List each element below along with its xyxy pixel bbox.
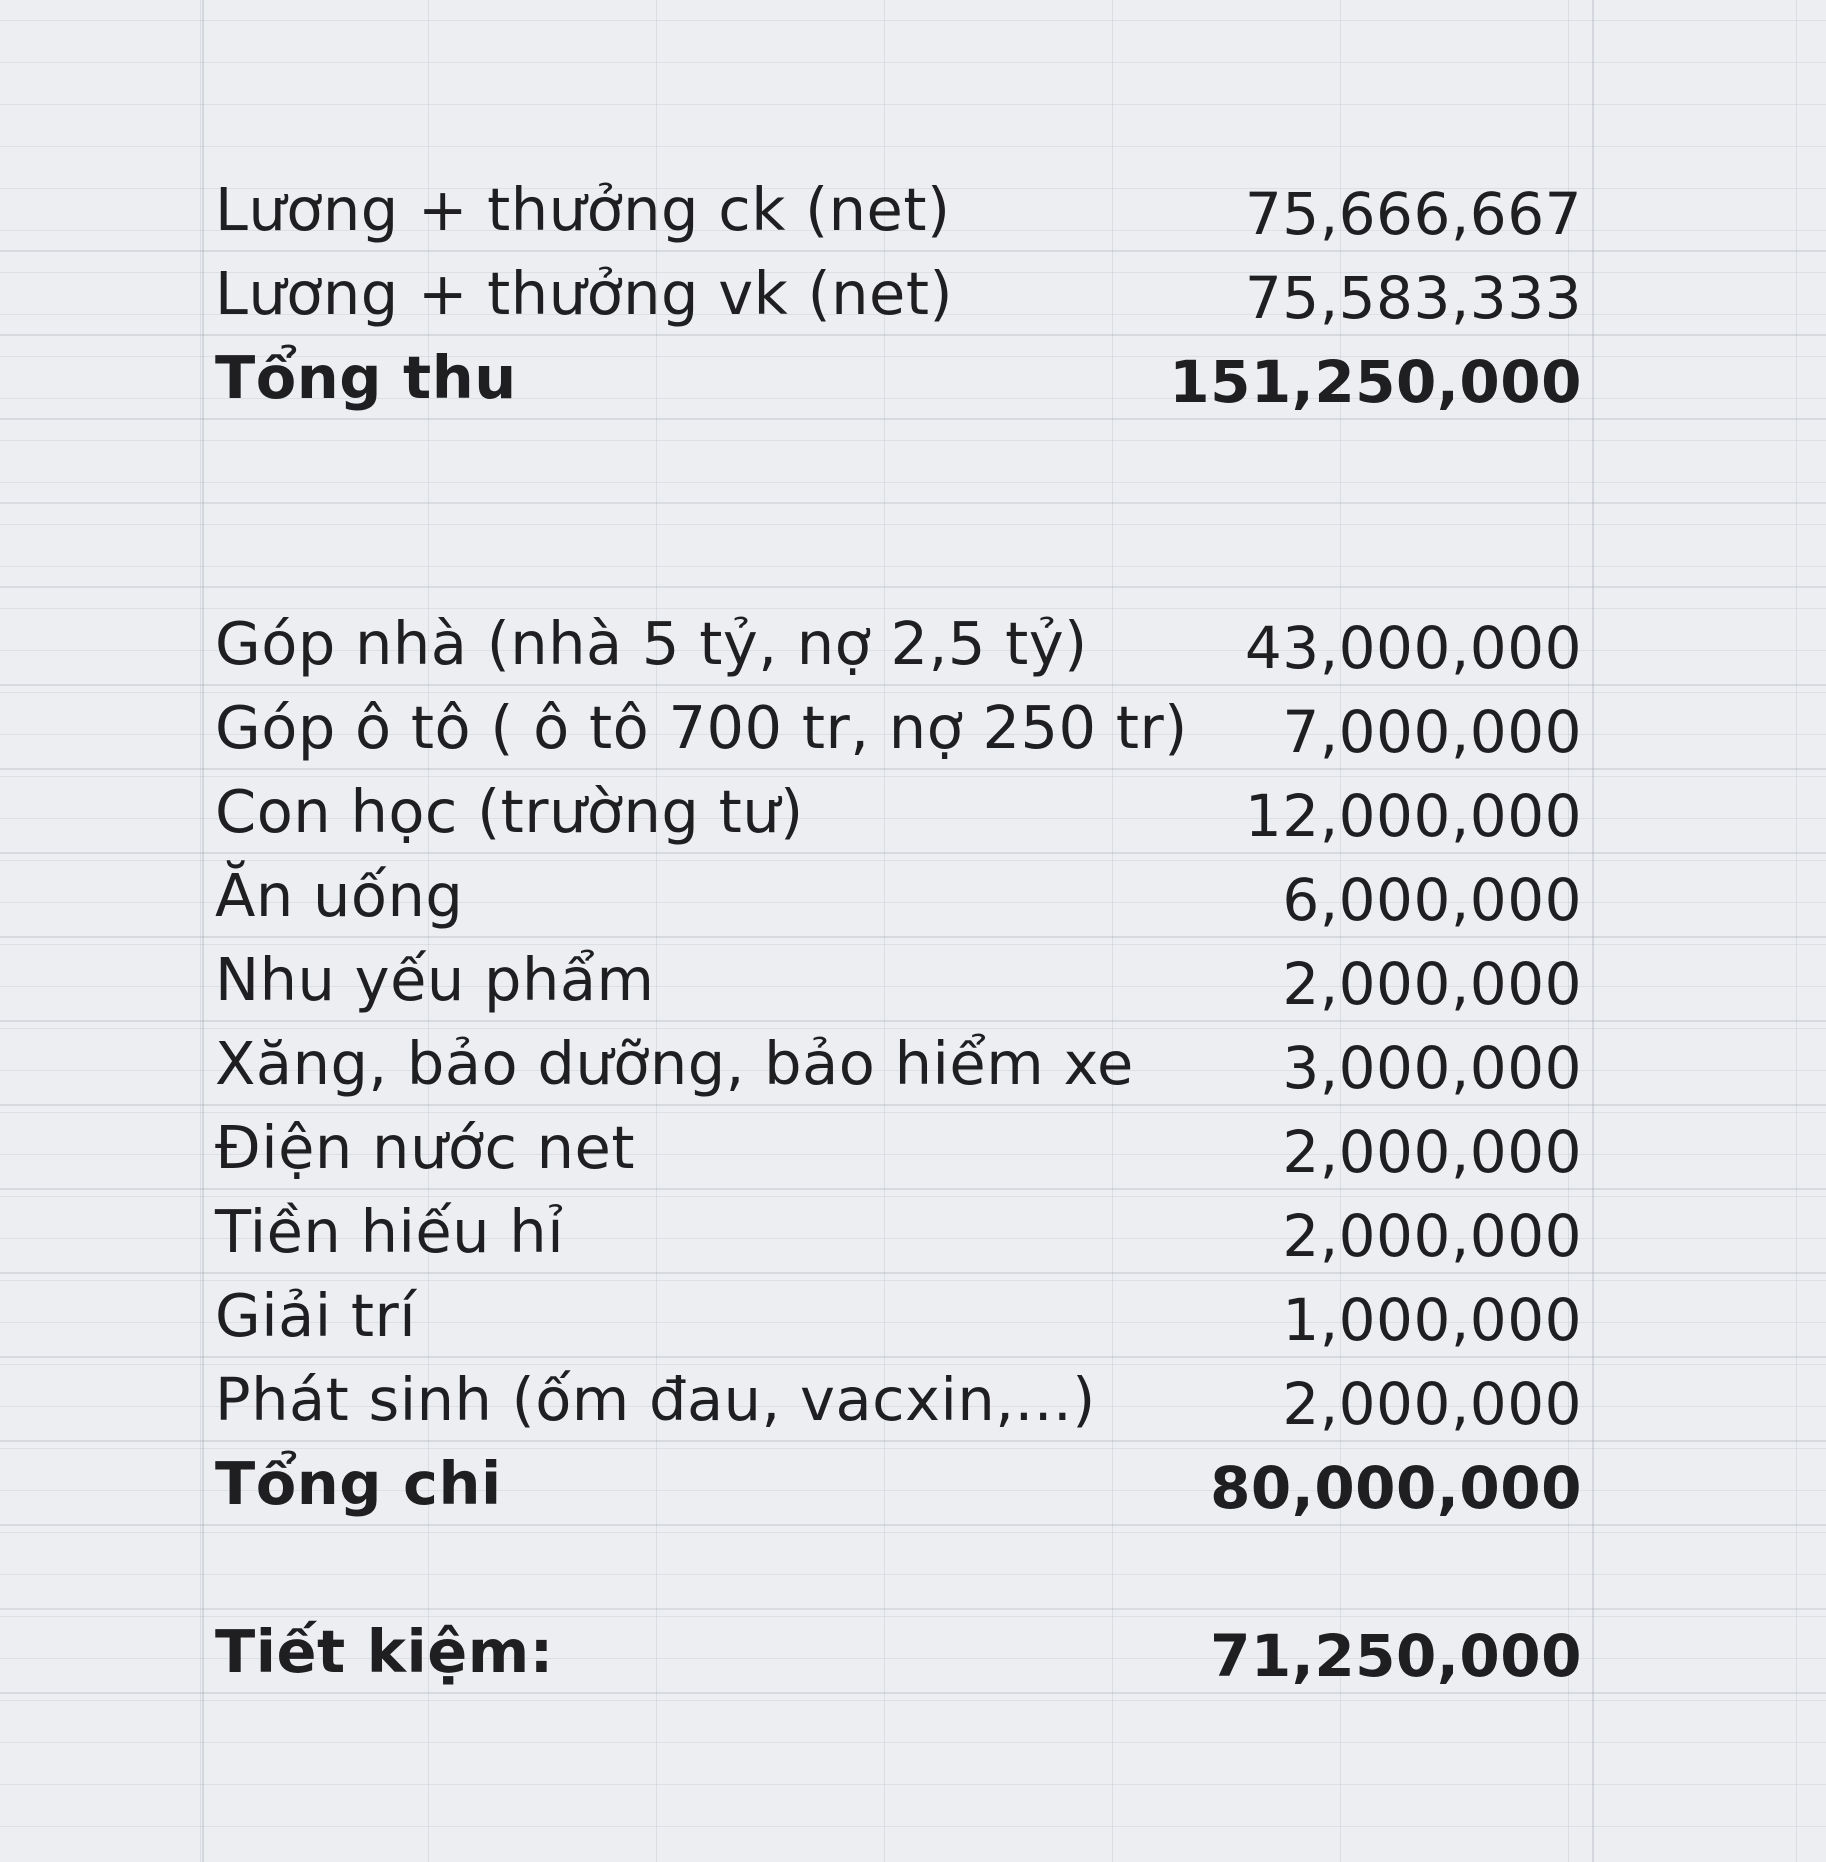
income-value: 75,583,333 bbox=[1244, 264, 1582, 332]
income-row[interactable] bbox=[0, 166, 1826, 252]
savings-value: 71,250,000 bbox=[1210, 1622, 1582, 1690]
expense-label: Tiền hiếu hỉ bbox=[215, 1197, 565, 1266]
total-income-label: Tổng thu bbox=[215, 343, 517, 412]
expense-value: 3,000,000 bbox=[1282, 1034, 1582, 1102]
expense-value: 2,000,000 bbox=[1282, 1202, 1582, 1270]
total-income-value: 151,250,000 bbox=[1169, 348, 1582, 416]
savings-label: Tiết kiệm: bbox=[215, 1617, 554, 1686]
expense-row[interactable] bbox=[0, 1188, 1826, 1274]
expense-row[interactable] bbox=[0, 1104, 1826, 1190]
expense-row[interactable] bbox=[0, 1356, 1826, 1442]
expense-row[interactable] bbox=[0, 852, 1826, 938]
total-expense-row[interactable] bbox=[0, 1440, 1826, 1526]
savings-row[interactable] bbox=[0, 1608, 1826, 1694]
expense-row[interactable] bbox=[0, 768, 1826, 854]
expense-label: Điện nước net bbox=[215, 1113, 635, 1182]
expense-value: 2,000,000 bbox=[1282, 1118, 1582, 1186]
expense-label: Góp nhà (nhà 5 tỷ, nợ 2,5 tỷ) bbox=[215, 609, 1088, 678]
expense-value: 6,000,000 bbox=[1282, 866, 1582, 934]
expense-value: 2,000,000 bbox=[1282, 1370, 1582, 1438]
empty-row[interactable] bbox=[0, 502, 1826, 588]
expense-label: Giải trí bbox=[215, 1281, 417, 1350]
income-label: Lương + thưởng vk (net) bbox=[215, 259, 953, 328]
expense-value: 1,000,000 bbox=[1282, 1286, 1582, 1354]
empty-row[interactable] bbox=[0, 1524, 1826, 1610]
expense-label: Góp ô tô ( ô tô 700 tr, nợ 250 tr) bbox=[215, 693, 1188, 762]
expense-row[interactable] bbox=[0, 600, 1826, 686]
empty-row[interactable] bbox=[0, 418, 1826, 504]
expense-row[interactable] bbox=[0, 1020, 1826, 1106]
expense-label: Phát sinh (ốm đau, vacxin,...) bbox=[215, 1365, 1096, 1434]
expense-value: 43,000,000 bbox=[1244, 614, 1582, 682]
income-row[interactable] bbox=[0, 250, 1826, 336]
expense-label: Ăn uống bbox=[215, 861, 464, 930]
total-income-row[interactable] bbox=[0, 334, 1826, 420]
total-expense-label: Tổng chi bbox=[215, 1449, 502, 1518]
expense-value: 2,000,000 bbox=[1282, 950, 1582, 1018]
expense-label: Con học (trường tư) bbox=[215, 777, 804, 846]
expense-label: Xăng, bảo dưỡng, bảo hiểm xe bbox=[215, 1029, 1134, 1098]
total-expense-value: 80,000,000 bbox=[1210, 1454, 1582, 1522]
expense-value: 7,000,000 bbox=[1282, 698, 1582, 766]
expense-row[interactable] bbox=[0, 936, 1826, 1022]
expense-label: Nhu yếu phẩm bbox=[215, 945, 655, 1014]
income-label: Lương + thưởng ck (net) bbox=[215, 175, 951, 244]
expense-row[interactable] bbox=[0, 684, 1826, 770]
expense-value: 12,000,000 bbox=[1244, 782, 1582, 850]
expense-row[interactable] bbox=[0, 1272, 1826, 1358]
income-value: 75,666,667 bbox=[1244, 180, 1582, 248]
